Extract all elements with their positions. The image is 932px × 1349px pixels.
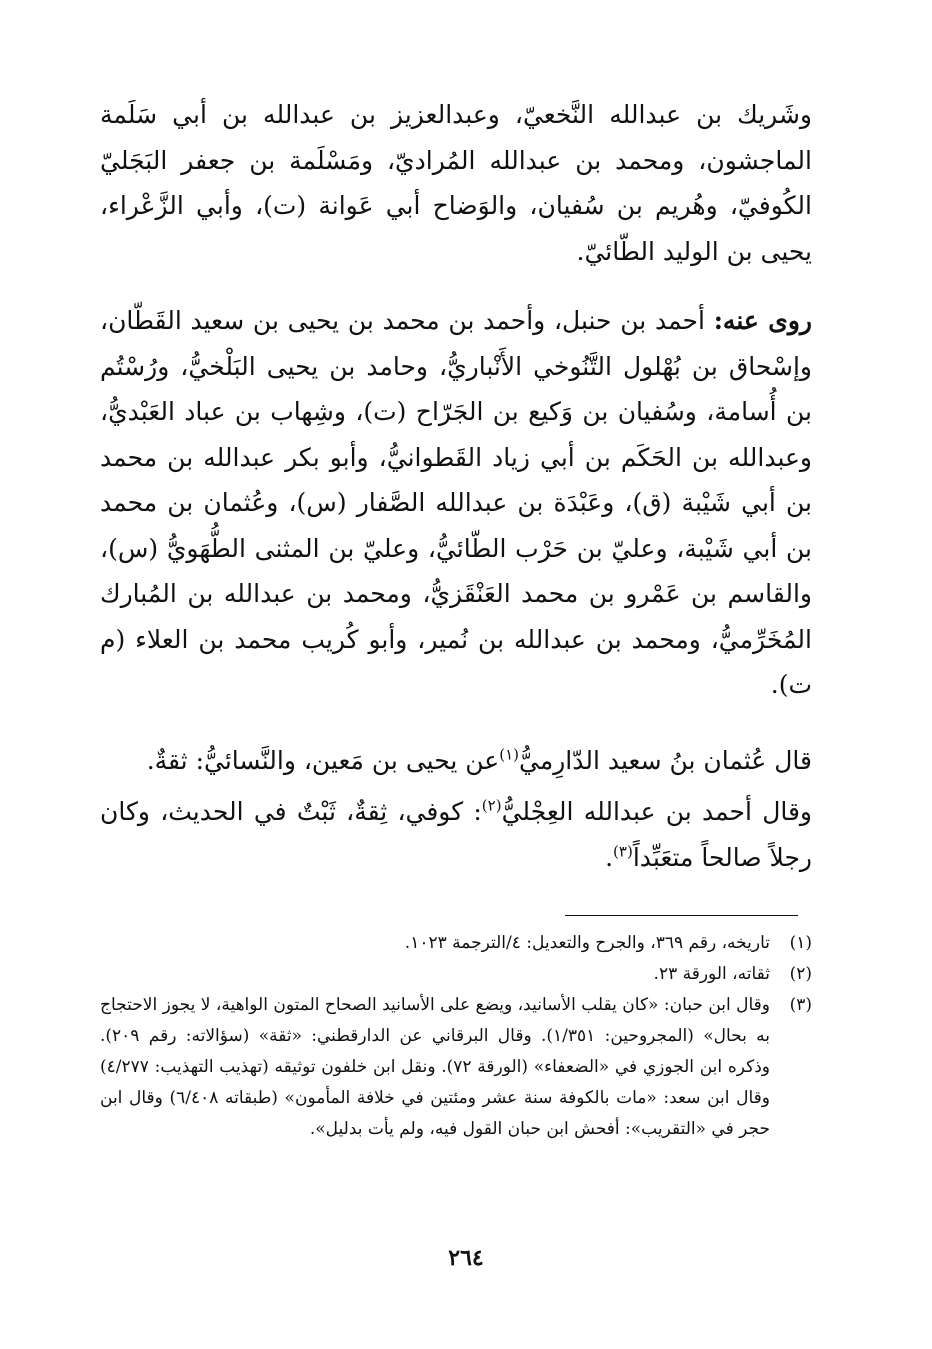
footnote-number: (٣) bbox=[789, 995, 812, 1015]
paragraph-teachers: وشَريك بن عبدالله النَّخعيّ، وعبدالعزيز بن عبدالله بن أبي سَلَمة الماجشون، ومحمد بن عبدالله المُراديّ، ومَسْلَمة بن جعفر البَجَليّ الكُوفيّ، وهُريم بن سُفيان، والوَضاح أبي عَوانة (ت)، وأبي الزَّعْراء، يحيى بن الوليد الطّائيّ. bbox=[100, 100, 812, 266]
page-number: ٢٦٤ bbox=[448, 1245, 484, 1271]
ijli-quote-body: : كوفي، ثِقةٌ، ثَبْتٌ في الحديث، وكان رجلاً صالحاً متعَبِّداً bbox=[100, 797, 812, 872]
main-text bbox=[100, 92, 812, 880]
footnote-item bbox=[100, 990, 812, 1145]
footnote-item bbox=[100, 928, 812, 959]
footnote-separator bbox=[565, 915, 798, 916]
narrators-heading: روى عنه: bbox=[713, 306, 813, 335]
footnote-ref-2: (٢) bbox=[481, 796, 502, 815]
ijli-quote-end: . bbox=[605, 842, 614, 872]
darimi-quote-end: عن يحيى بن مَعين، والنَّسائيُّ: ثقةٌ. bbox=[146, 745, 500, 775]
paragraph-narrators bbox=[100, 298, 812, 708]
footnote-ref-1: (١) bbox=[499, 745, 519, 764]
footnote-text: وقال ابن حبان: «كان يقلب الأسانيد، ويضع على الأسانيد الصحاح المتون الواهية، لا يجوز الاحتجاج به بحال» (المجروحين: ١/٣٥١). وقال البرقاني عن الدارقطني: «ثقة» (سؤالاته: رقم ٢٠٩). وذكره ابن الجوزي في «الضعفاء» (الورقة ٧٢). ونقل ابن خلفون توثيقه (تهذيب التهذيب: ٤/٢٧٧) وقال ابن سعد: «مات بالكوفة سنة عشر ومئتين في خلافة المأمون» (طبقاته ٦/٤٠٨) وقال ابن حجر في «التقريب»: أفحش ابن حبان القول فيه، ولم يأت بدليل». bbox=[100, 995, 771, 1139]
footnotes bbox=[100, 928, 812, 1145]
footnote-text: ثقاته، الورقة ٢٣. bbox=[653, 964, 770, 984]
footnote-number: (٢) bbox=[789, 964, 812, 984]
footnote-ref-3: (٣) bbox=[613, 842, 633, 861]
footnote-text: تاريخه، رقم ٣٦٩، والجرح والتعديل: ٤/الترجمة ١٠٢٣. bbox=[404, 933, 770, 953]
paragraph-darimi-quote bbox=[100, 738, 812, 784]
footnote-number: (١) bbox=[789, 933, 812, 953]
paragraph-ijli-quote bbox=[100, 789, 812, 880]
ijli-quote-start: وقال أحمد بن عبدالله العِجْليُّ bbox=[501, 797, 812, 826]
darimi-quote-start: قال عُثمان بنُ سعيد الدّارِميُّ bbox=[518, 745, 812, 775]
narrators-list: أحمد بن حنبل، وأحمد بن محمد بن يحيى بن سعيد القَطّان، وإسْحاق بن بُهْلول التَّنُوخي الأَنْباريُّ، وحامد بن يحيى البَلْخيُّ، ورُسْتُم بن أُسامة، وسُفيان بن وَكيع بن الجَرّاح (ت)، وشِهاب بن عباد العَبْديُّ، وعبدالله بن الحَكَم بن أبي زياد القَطوانيُّ، وأبو بكر عبدالله بن محمد بن أبي شَيْبة (ق)، وعَبْدَة بن عبدالله الصَّفار (س)، وعُثمان بن محمد بن أبي شَيْبة، وعليّ بن حَرْب الطّائيُّ، وعليّ بن المثنى الطُّهَويُّ (س)، والقاسم بن عَمْرو بن محمد العَنْقَزيُّ، ومحمد بن عبدالله بن المُبارك المُخَرِّميُّ، ومحمد بن عبدالله بن نُمير، وأبو كُريب محمد بن العلاء (م ت). bbox=[100, 306, 812, 699]
footnote-item bbox=[100, 959, 812, 990]
